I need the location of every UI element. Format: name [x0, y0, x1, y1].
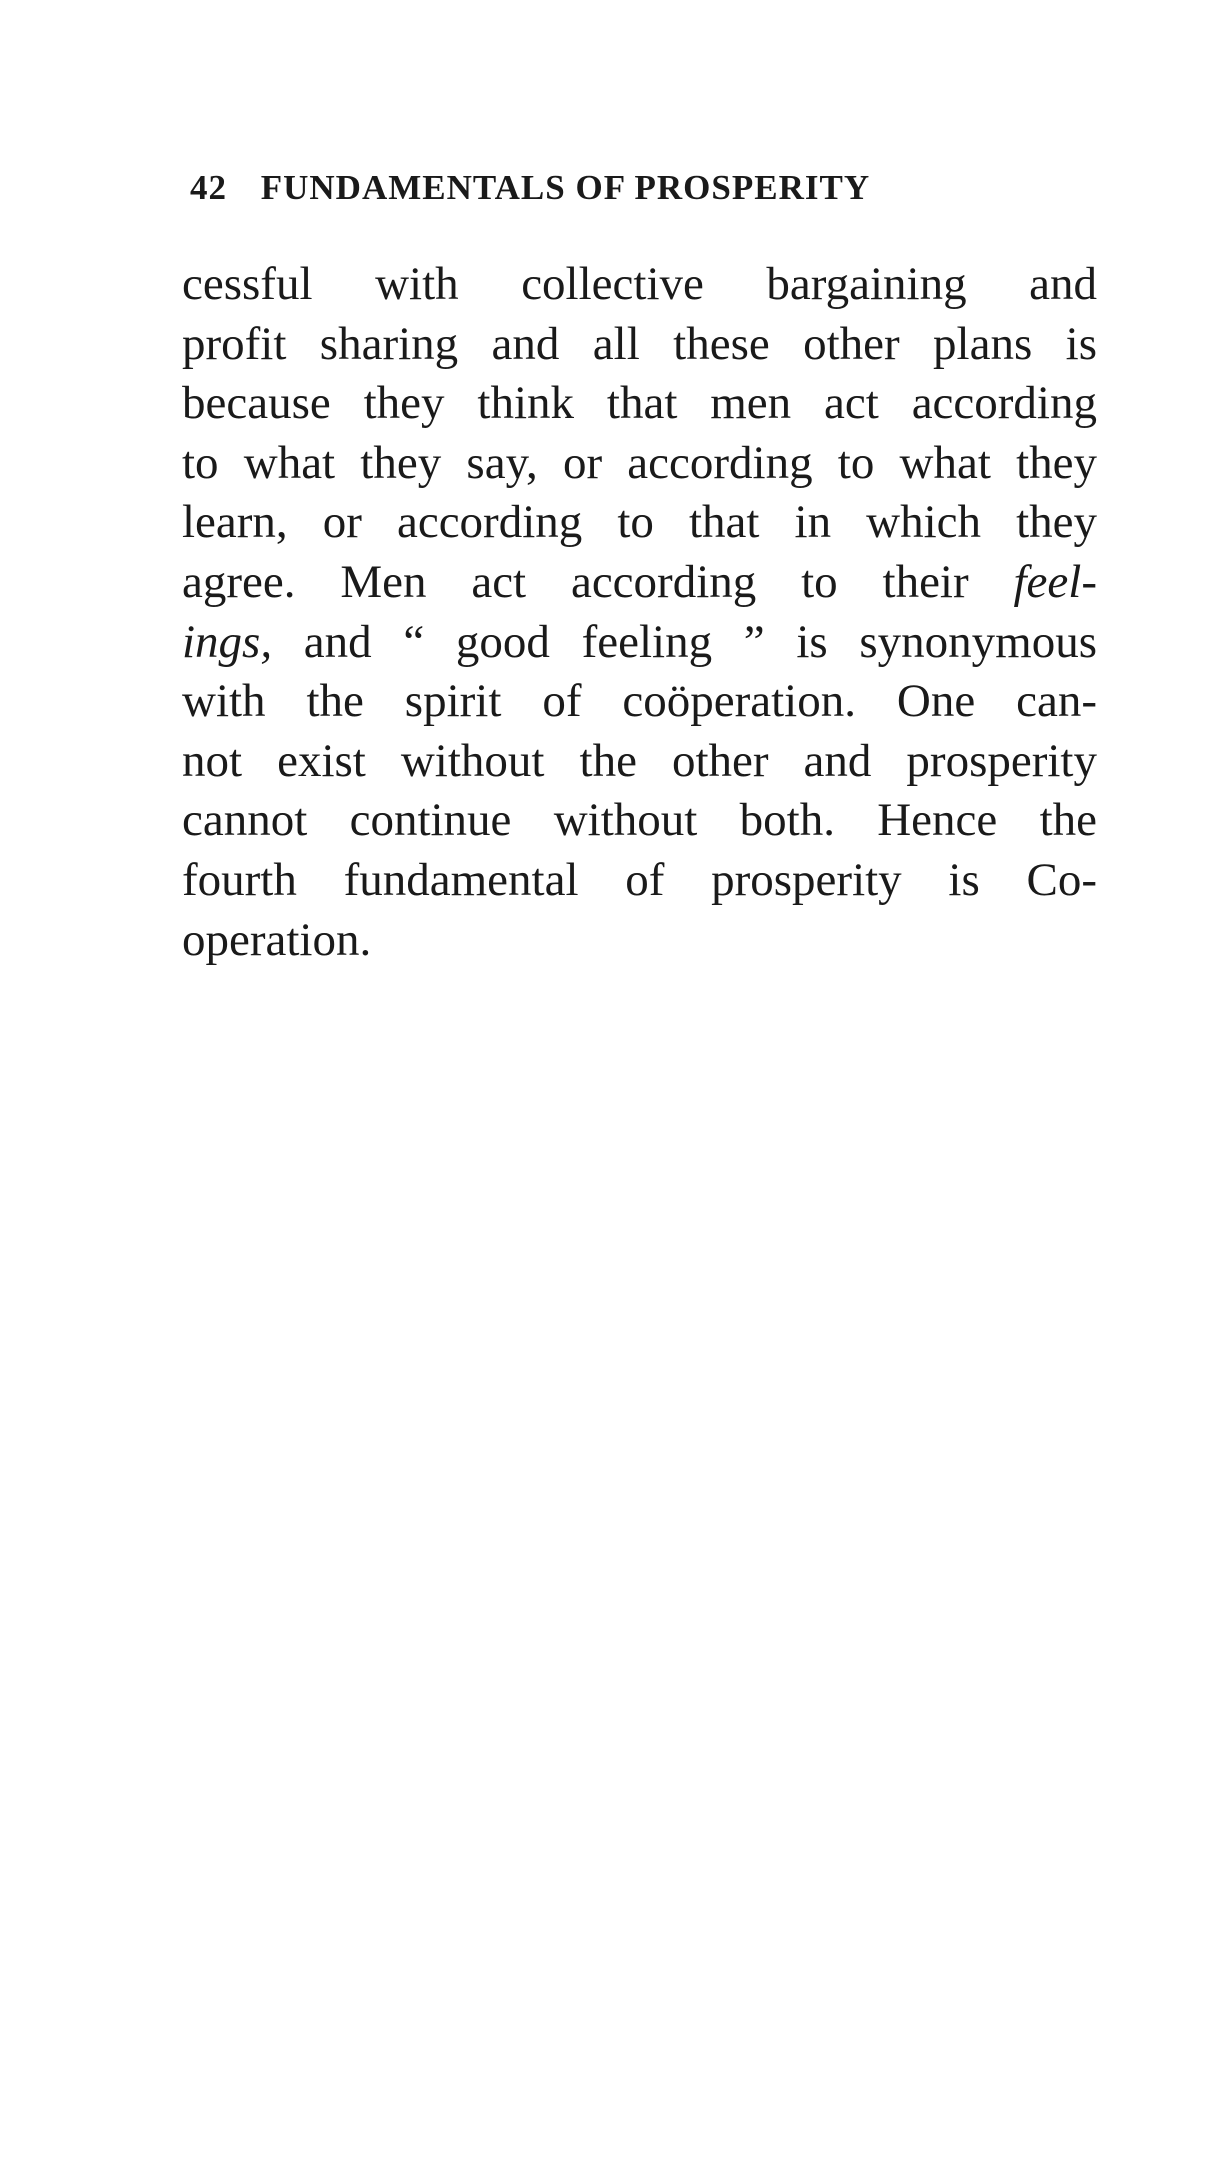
text-line: operation. — [182, 913, 372, 966]
text-line: fourth fundamental of prosperity is Co- — [182, 853, 1097, 906]
text-line: profit sharing and all these other plans is — [182, 317, 1097, 370]
page-number: 42 — [190, 168, 227, 207]
text-line: cannot continue without both. Hence the — [182, 794, 1097, 847]
text-line: with the spirit of coöperation. One can- — [182, 675, 1097, 728]
text-line — [182, 613, 1097, 673]
text-line: learn, or according to that in which they — [182, 496, 1097, 549]
text-line: because they think that men act according — [182, 377, 1097, 430]
italic-segment: feel- — [1013, 555, 1097, 608]
text-line — [182, 553, 1097, 613]
running-title: FUNDAMENTALS OF PROSPERITY — [260, 168, 871, 207]
text-line: to what they say, or according to what they — [182, 436, 1097, 489]
body-paragraph — [182, 255, 1097, 970]
italic-segment: ings, — [182, 615, 273, 668]
running-head — [190, 168, 1090, 208]
text-line: cessful with collective bargaining and — [182, 258, 1097, 310]
text-segment: and “ good feeling ” is synonymous — [272, 615, 1097, 668]
text-segment: agree. Men act according to their — [182, 555, 1014, 608]
text-line: not exist without the other and prosperity — [182, 734, 1097, 787]
